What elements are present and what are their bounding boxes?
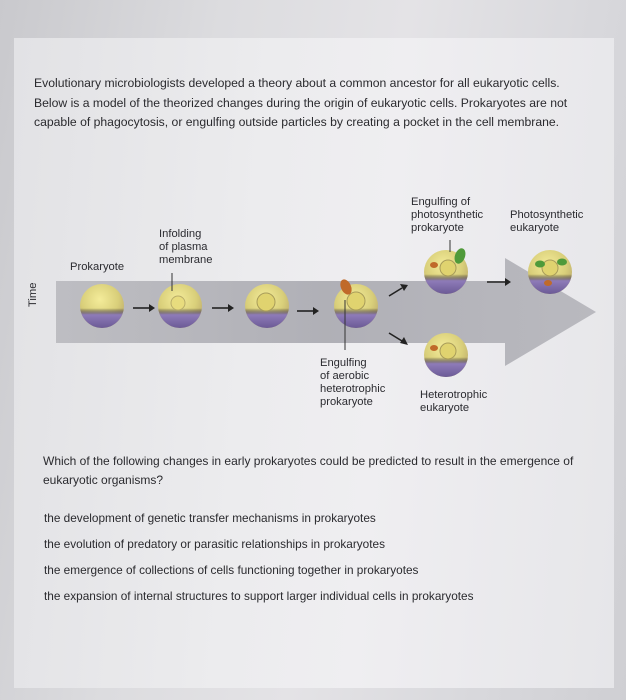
intro-paragraph: Evolutionary microbiologists developed a theory about a common ancestor for all eukaryotic cells. Below is a model of the theorized changes during the origin of eukaryotic cells. Prokaryotes are not capable of phagocytosis, or engulfing outside particles by creating a pocket in the cell membrane. <box>34 76 568 129</box>
cell-engulfing-photosynthetic <box>424 247 468 294</box>
answer-choice-c[interactable]: the emergence of collections of cells functioning together in prokaryotes <box>44 563 419 577</box>
cell-prokaryote <box>80 284 124 328</box>
question-text: Which of the following changes in early prokaryotes could be predicted to result in the emergence of eukaryotic organisms? <box>43 454 574 487</box>
cell-infolding <box>158 284 202 328</box>
answer-choice-a[interactable]: the development of genetic transfer mechanisms in prokaryotes <box>44 511 376 525</box>
label-heterotrophic-eukaryote: Heterotrophic eukaryote <box>420 389 488 414</box>
label-photosynthetic-eukaryote: Photosynthetic eukaryote <box>510 209 584 234</box>
cell-nucleus-formed <box>245 284 289 328</box>
label-engulfing-aerobic: Engulfing of aerobic heterotrophic prokaryote <box>320 357 386 408</box>
answer-choices <box>44 510 584 614</box>
time-axis-label: Time <box>27 282 39 307</box>
cell-heterotrophic-eukaryote <box>424 333 468 377</box>
time-arrow <box>56 258 596 366</box>
label-infolding: Infolding of plasma membrane <box>159 228 213 266</box>
cell-photosynthetic-eukaryote <box>528 250 572 294</box>
label-prokaryote: Prokaryote <box>70 261 125 273</box>
label-engulfing-photosynthetic: Engulfing of photosynthetic prokaryote <box>411 196 484 234</box>
answer-choice-d[interactable]: the expansion of internal structures to support larger individual cells in prokaryotes <box>44 589 474 603</box>
answer-choice-b[interactable]: the evolution of predatory or parasitic relationships in prokaryotes <box>44 537 385 551</box>
